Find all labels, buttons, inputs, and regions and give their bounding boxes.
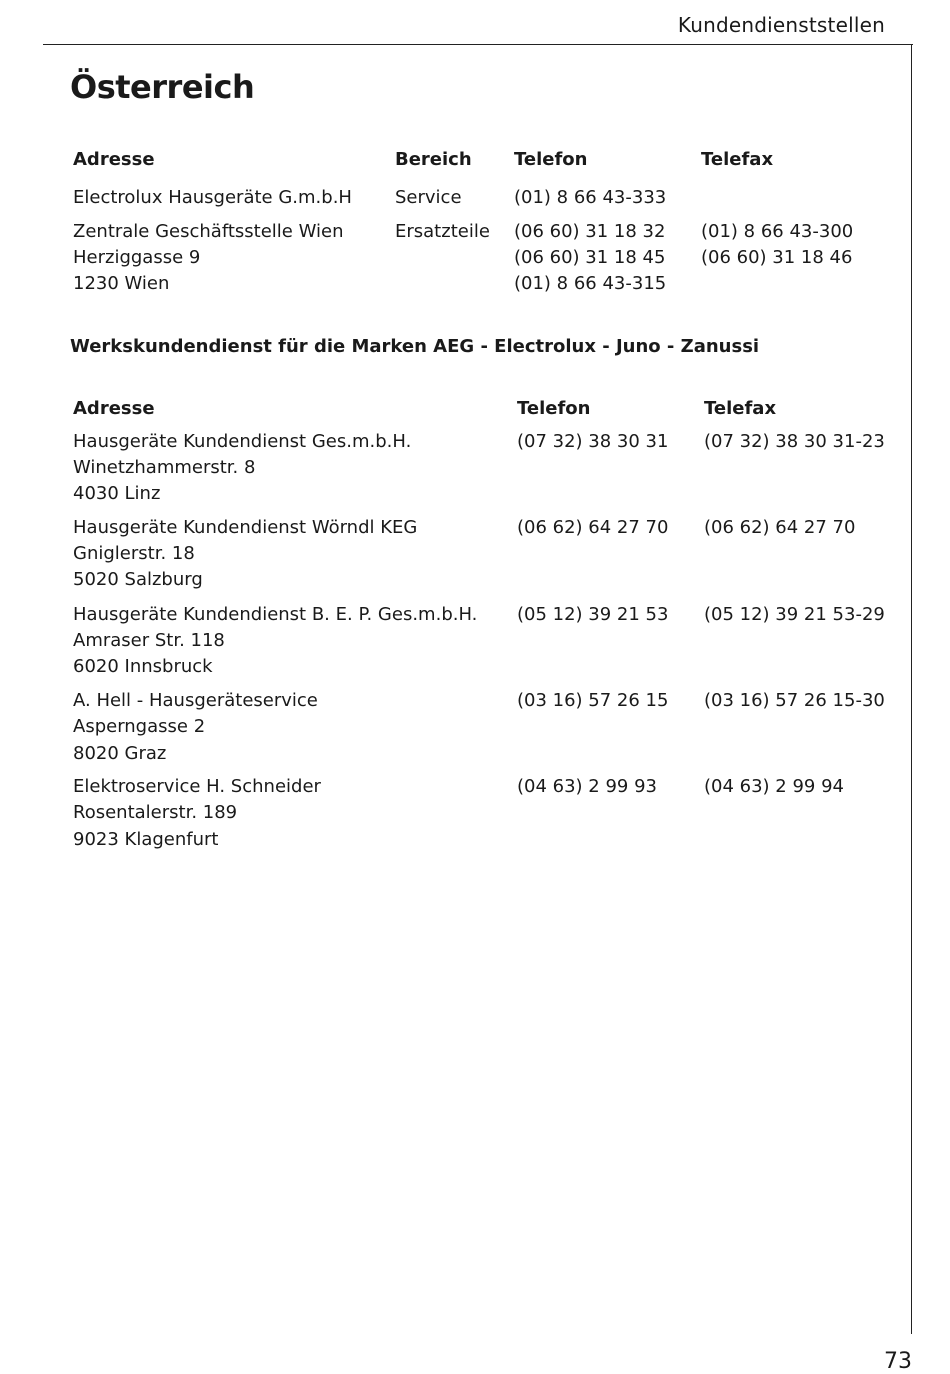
table1-row2-address-line: 1230 Wien xyxy=(73,273,170,294)
table2-address-line: 8020 Graz xyxy=(73,743,167,764)
table1-row2-fax: (01) 8 66 43-300 xyxy=(701,221,854,242)
table1-header-fax: Telefax xyxy=(701,149,774,170)
header-rule xyxy=(43,44,913,45)
table1-row2-area: Ersatzteile xyxy=(395,221,490,242)
table2-address-line: Elektroservice H. Schneider xyxy=(73,776,321,797)
table2-address-line: Hausgeräte Kundendienst Wörndl KEG xyxy=(73,517,418,538)
table1-row2-phone: (06 60) 31 18 45 xyxy=(514,247,666,268)
table2-address-line: 9023 Klagenfurt xyxy=(73,829,219,850)
table2-address-line: Hausgeräte Kundendienst B. E. P. Ges.m.b.H. xyxy=(73,604,478,625)
table2-address-line: Amraser Str. 118 xyxy=(73,630,225,651)
table2-address-line: 4030 Linz xyxy=(73,483,161,504)
table2-fax: (07 32) 38 30 31-23 xyxy=(704,431,885,452)
table1-row2-fax: (06 60) 31 18 46 xyxy=(701,247,853,268)
table1-row2-address-line: Herziggasse 9 xyxy=(73,247,201,268)
running-header: Kundendienststellen xyxy=(677,13,885,37)
table2-phone: (07 32) 38 30 31 xyxy=(517,431,669,452)
table2-address-line: 5020 Salzburg xyxy=(73,569,203,590)
section-title: Werkskundendienst für die Marken AEG - Electrolux - Juno - Zanussi xyxy=(70,336,760,357)
table2-fax: (03 16) 57 26 15-30 xyxy=(704,690,885,711)
table2-fax: (05 12) 39 21 53-29 xyxy=(704,604,885,625)
table2-header-address: Adresse xyxy=(73,398,155,419)
table2-address-line: Winetzhammerstr. 8 xyxy=(73,457,256,478)
table1-header-phone: Telefon xyxy=(514,149,588,170)
table2-fax: (06 62) 64 27 70 xyxy=(704,517,856,538)
table1-row2-phone: (01) 8 66 43-315 xyxy=(514,273,667,294)
table2-address-line: Hausgeräte Kundendienst Ges.m.b.H. xyxy=(73,431,412,452)
table2-phone: (03 16) 57 26 15 xyxy=(517,690,669,711)
table2-phone: (05 12) 39 21 53 xyxy=(517,604,669,625)
table1-row2-phone: (06 60) 31 18 32 xyxy=(514,221,666,242)
table2-header-fax: Telefax xyxy=(704,398,777,419)
table1-header-address: Adresse xyxy=(73,149,155,170)
table1-header-area: Bereich xyxy=(395,149,472,170)
table2-phone: (06 62) 64 27 70 xyxy=(517,517,669,538)
table1-row2-address-line: Zentrale Geschäftsstelle Wien xyxy=(73,221,344,242)
table2-address-line: 6020 Innsbruck xyxy=(73,656,213,677)
table2-fax: (04 63) 2 99 94 xyxy=(704,776,845,797)
table1-row1-address: Electrolux Hausgeräte G.m.b.H xyxy=(73,187,352,208)
table2-phone: (04 63) 2 99 93 xyxy=(517,776,658,797)
table1-row1-phone: (01) 8 66 43-333 xyxy=(514,187,667,208)
table2-address-line: A. Hell - Hausgeräteservice xyxy=(73,690,318,711)
table2-header-phone: Telefon xyxy=(517,398,591,419)
table2-address-line: Asperngasse 2 xyxy=(73,716,206,737)
page-number: 73 xyxy=(884,1349,912,1374)
table2-address-line: Rosentalerstr. 189 xyxy=(73,802,238,823)
table2-address-line: Gniglerstr. 18 xyxy=(73,543,195,564)
page-title: Österreich xyxy=(70,68,255,106)
table1-row1-area: Service xyxy=(395,187,462,208)
margin-rule xyxy=(911,44,912,1334)
